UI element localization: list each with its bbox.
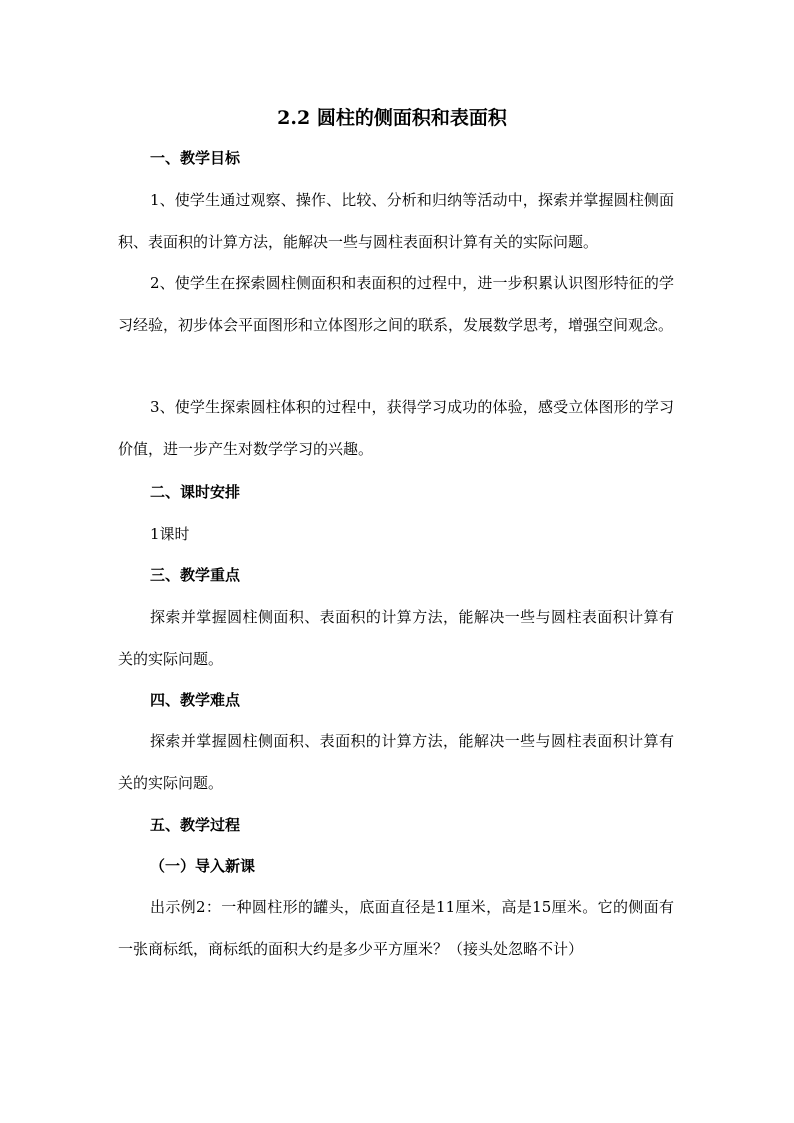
section-heading-goals: 一、教学目标 [150, 149, 241, 167]
section-heading-process: 五、教学过程 [150, 816, 241, 834]
section-heading-difficulties: 四、教学难点 [150, 691, 241, 709]
schedule-text: 1课时 [150, 525, 190, 543]
page-title: 2.2 圆柱的侧面积和表面积 [277, 107, 507, 129]
subsection-heading-intro: （一）导入新课 [150, 857, 256, 875]
difficulties-paragraph: 探索并掌握圆柱侧面积、表面积的计算方法，能解决一些与圆柱表面积计算有关的实际问题。 [118, 732, 674, 792]
key-points-paragraph: 探索并掌握圆柱侧面积、表面积的计算方法，能解决一些与圆柱表面积计算有关的实际问题。 [118, 608, 674, 668]
goal-paragraph-1: 1、使学生通过观察、操作、比较、分析和归纳等活动中，探索并掌握圆柱侧面积、表面积的计算方法，能解决一些与圆柱表面积计算有关的实际问题。 [118, 191, 674, 251]
section-heading-schedule: 二、课时安排 [150, 483, 241, 501]
intro-paragraph: 出示例2：一种圆柱形的罐头，底面直径是11厘米，高是15厘米。它的侧面有一张商标纸，商标纸的面积大约是多少平方厘米？（接头处忽略不计） [118, 898, 674, 958]
goal-paragraph-3: 3、使学生探索圆柱体积的过程中，获得学习成功的体验，感受立体图形的学习价值，进一步产生对数学学习的兴趣。 [118, 398, 674, 458]
goal-paragraph-2: 2、使学生在探索圆柱侧面积和表面积的过程中，进一步积累认识图形特征的学习经验，初步体会平面图形和立体图形之间的联系，发展数学思考，增强空间观念。 [118, 274, 674, 334]
section-heading-key-points: 三、教学重点 [150, 566, 241, 584]
